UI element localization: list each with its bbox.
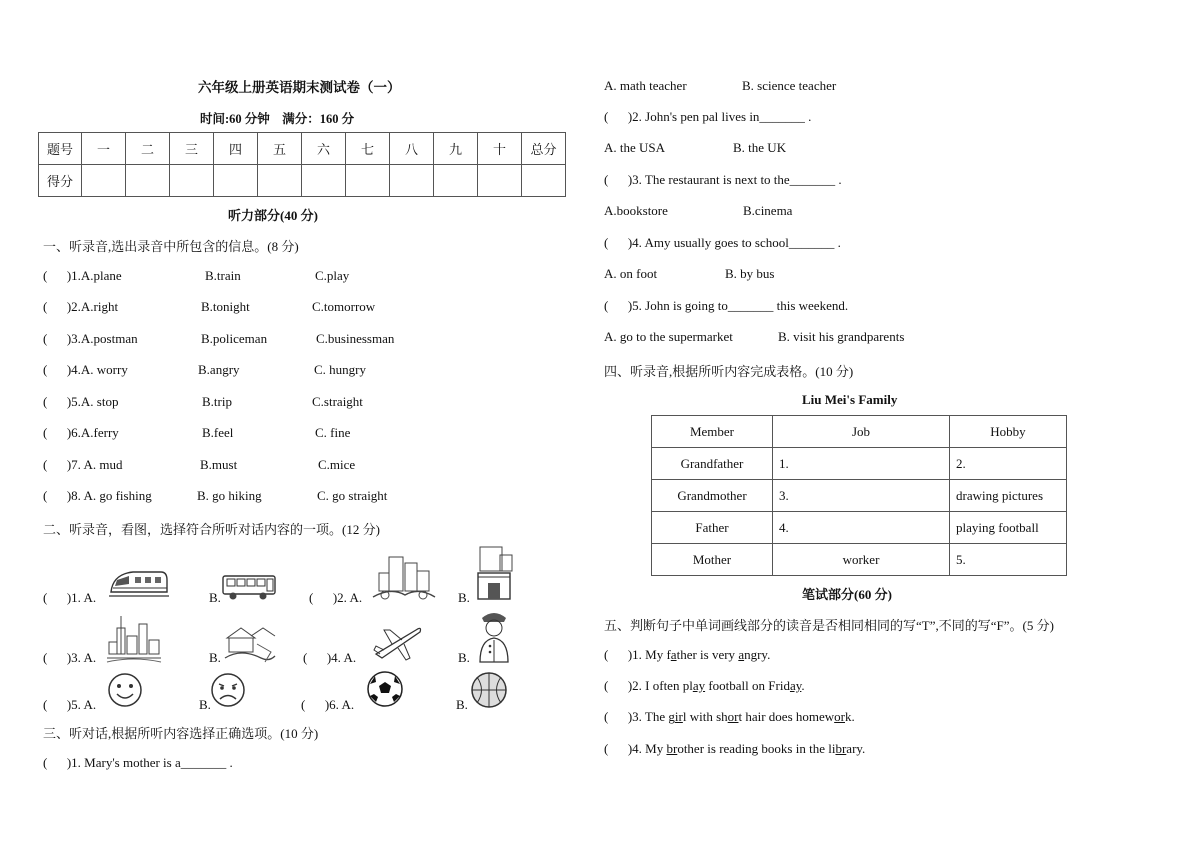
score-cell: 题号 — [39, 133, 82, 165]
family-table-header — [652, 416, 1067, 448]
s1-option-c: C.play — [315, 268, 350, 283]
s3-q5-option-b: B. visit his grandparents — [778, 329, 905, 344]
s5-underlined: br — [666, 741, 678, 756]
s1-option-b: B.feel — [202, 425, 234, 440]
s5-text: ther is very — [676, 647, 739, 662]
family-table-row — [652, 512, 1067, 544]
s5-text: football on Frid — [705, 678, 790, 693]
s2-q1-label: ( )1. A. — [43, 590, 97, 605]
member-cell: Father — [652, 512, 773, 544]
score-cell: 十 — [478, 133, 522, 165]
job-cell[interactable]: 4. — [773, 512, 950, 544]
member-cell: Grandmother — [652, 480, 773, 512]
s5-item-1 — [604, 647, 770, 663]
s1-option-c: C.straight — [312, 394, 363, 409]
s1-option-c: C.businessman — [316, 331, 395, 346]
s2-q3-option-b: B. — [209, 650, 221, 665]
s5-text: ngry. — [744, 647, 771, 662]
member-cell: Mother — [652, 544, 773, 576]
job-cell[interactable]: 3. — [773, 480, 950, 512]
s2-q6-option-b: B. — [456, 697, 468, 712]
s1-item-num: ( )4.A. worry — [43, 362, 128, 377]
s5-underlined: a — [738, 647, 745, 662]
s1-option-b: B. go hiking — [197, 488, 262, 503]
score-blank-cell[interactable] — [126, 165, 170, 197]
s3-q4-option-a: A. on foot — [604, 266, 658, 281]
s5-text: . — [801, 678, 805, 693]
family-table-title: Liu Mei's Family — [802, 392, 898, 407]
job-cell: worker — [773, 544, 950, 576]
section3-heading: 三、听对话,根据所听内容选择正确选项。(10 分) — [43, 726, 319, 741]
score-row-label: 得分 — [39, 165, 82, 197]
s5-underlined: ay — [692, 678, 706, 693]
score-blank-cell[interactable] — [258, 165, 302, 197]
s5-text: ( )2. I often pl — [604, 678, 693, 693]
soccer-ball-icon — [366, 670, 404, 708]
score-cell: 五 — [258, 133, 302, 165]
hobby-cell: drawing pictures — [950, 480, 1067, 512]
score-blank-cell[interactable] — [522, 165, 566, 197]
s1-option-b: B.policeman — [201, 331, 268, 346]
hobby-cell: playing football — [950, 512, 1067, 544]
score-cell: 一 — [82, 133, 126, 165]
score-cell: 总分 — [522, 133, 566, 165]
score-blank-cell[interactable] — [302, 165, 346, 197]
s3-q4-option-b: B. by bus — [725, 266, 775, 281]
s3-q1: ( )1. Mary's mother is a_______ . — [43, 755, 233, 770]
s3-q1-option-a: A. math teacher — [604, 78, 687, 93]
family-table-row — [652, 480, 1067, 512]
score-blank-cell[interactable] — [214, 165, 258, 197]
s5-text: ary. — [846, 741, 866, 756]
score-blank-cell[interactable] — [478, 165, 522, 197]
policeman-icon — [474, 606, 514, 664]
s5-underlined: br — [835, 741, 847, 756]
s1-item-num: ( )8. A. go fishing — [43, 488, 152, 503]
s2-q5-label: ( )5. A. — [43, 697, 97, 712]
s1-item-num: ( )1.A.plane — [43, 268, 122, 283]
s1-option-c: C. go straight — [317, 488, 388, 503]
s2-q5-option-b: B. — [199, 697, 211, 712]
member-cell: Grandfather — [652, 448, 773, 480]
city-skyline-icon — [105, 614, 163, 666]
s5-text: ( )1. My f — [604, 647, 671, 662]
section4-heading: 四、听录音,根据所听内容完成表格。(10 分) — [604, 364, 854, 379]
s2-q4-label: ( )4. A. — [303, 650, 357, 665]
s5-text: ( )4. My — [604, 741, 667, 756]
score-cell: 四 — [214, 133, 258, 165]
s5-item-4 — [604, 741, 865, 757]
col-header: Member — [652, 416, 773, 448]
score-table-score-row — [39, 165, 566, 197]
s5-text: l with sh — [682, 709, 728, 724]
score-cell: 七 — [346, 133, 390, 165]
s3-q5: ( )5. John is going to_______ this weekend. — [604, 298, 849, 313]
s2-q3-label: ( )3. A. — [43, 650, 97, 665]
s1-option-c: C. hungry — [314, 362, 366, 377]
airplane-icon — [372, 620, 424, 662]
s1-option-c: C. fine — [315, 425, 351, 440]
s3-q3: ( )3. The restaurant is next to the_______ . — [604, 172, 842, 187]
s2-q6-label: ( )6. A. — [301, 697, 355, 712]
s1-item-num: ( )3.A.postman — [43, 331, 138, 346]
s5-item-3 — [604, 709, 855, 725]
family-table-row — [652, 448, 1067, 480]
s5-underlined: ir — [674, 709, 683, 724]
s2-q2-option-b: B. — [458, 590, 470, 605]
exam-title: 六年级上册英语期末测试卷（一） — [198, 80, 401, 95]
store-building-icon — [472, 543, 516, 603]
family-table-row — [652, 544, 1067, 576]
s5-underlined: or — [834, 709, 845, 724]
s5-underlined: ay — [789, 678, 802, 693]
section2-heading: 二、听录音，看图，选择符合所听对话内容的一项。(12 分) — [43, 522, 380, 537]
family-table — [651, 415, 1067, 576]
s2-q2-label: ( )2. A. — [309, 590, 363, 605]
s1-option-b: B.tonight — [201, 299, 250, 314]
score-table — [38, 132, 566, 197]
section1-heading: 一、听录音,选出录音中所包含的信息。(8 分) — [43, 239, 299, 254]
bus-icon — [221, 573, 277, 601]
score-blank-cell[interactable] — [390, 165, 434, 197]
s1-item-num: ( )7. A. mud — [43, 457, 123, 472]
score-cell: 六 — [302, 133, 346, 165]
s1-option-b: B.train — [205, 268, 241, 283]
score-cell: 三 — [170, 133, 214, 165]
score-blank-cell[interactable] — [434, 165, 478, 197]
village-icon — [221, 618, 277, 664]
s5-item-2 — [604, 678, 805, 694]
s5-text: k. — [845, 709, 855, 724]
s3-q2-option-b: B. the UK — [733, 140, 787, 155]
s5-underlined: a — [670, 647, 677, 662]
hobby-cell[interactable]: 5. — [950, 544, 1067, 576]
s5-text: other is reading books in the li — [677, 741, 836, 756]
col-header: Job — [773, 416, 950, 448]
score-blank-cell[interactable] — [170, 165, 214, 197]
hobby-cell[interactable]: 2. — [950, 448, 1067, 480]
score-blank-cell[interactable] — [346, 165, 390, 197]
s1-item-num: ( )2.A.right — [43, 299, 119, 314]
s3-q1-option-b: B. science teacher — [742, 78, 837, 93]
happy-face-icon — [107, 672, 143, 708]
score-table-header-row — [39, 133, 566, 165]
s1-option-c: C.mice — [318, 457, 356, 472]
s5-text: ( )3. The g — [604, 709, 675, 724]
score-cell: 二 — [126, 133, 170, 165]
s1-option-b: B.angry — [198, 362, 240, 377]
score-cell: 八 — [390, 133, 434, 165]
train-icon — [107, 566, 169, 602]
col-header: Hobby — [950, 416, 1067, 448]
writing-heading: 笔试部分(60 分) — [802, 587, 892, 602]
score-blank-cell[interactable] — [82, 165, 126, 197]
section5-heading: 五、判断句子中单词画线部分的读音是否相同相同的写“T”,不同的写“F”。(5 分) — [604, 618, 1054, 633]
s3-q2: ( )2. John's pen pal lives in_______ . — [604, 109, 812, 124]
s3-q5-option-a: A. go to the supermarket — [604, 329, 733, 344]
s3-q3-option-a: A.bookstore — [604, 203, 668, 218]
city-buildings-icon — [371, 553, 437, 603]
s2-q4-option-b: B. — [458, 650, 470, 665]
s3-q3-option-b: B.cinema — [743, 203, 793, 218]
listening-heading: 听力部分(40 分) — [228, 208, 318, 223]
score-cell: 九 — [434, 133, 478, 165]
s5-text: t hair does homew — [738, 709, 835, 724]
exam-time-score: 时间:60 分钟 满分：160 分 — [200, 112, 355, 126]
job-cell[interactable]: 1. — [773, 448, 950, 480]
s3-q2-option-a: A. the USA — [604, 140, 666, 155]
sad-face-icon — [210, 672, 246, 708]
s1-item-num: ( )6.A.ferry — [43, 425, 119, 440]
s1-option-b: B.must — [200, 457, 238, 472]
s1-option-b: B.trip — [202, 394, 232, 409]
s1-option-c: C.tomorrow — [312, 299, 376, 314]
basketball-icon — [470, 671, 508, 709]
s1-item-num: ( )5.A. stop — [43, 394, 119, 409]
s2-q1-option-b: B. — [209, 590, 221, 605]
s3-q4: ( )4. Amy usually goes to school_______ . — [604, 235, 841, 250]
s5-underlined: or — [727, 709, 739, 724]
